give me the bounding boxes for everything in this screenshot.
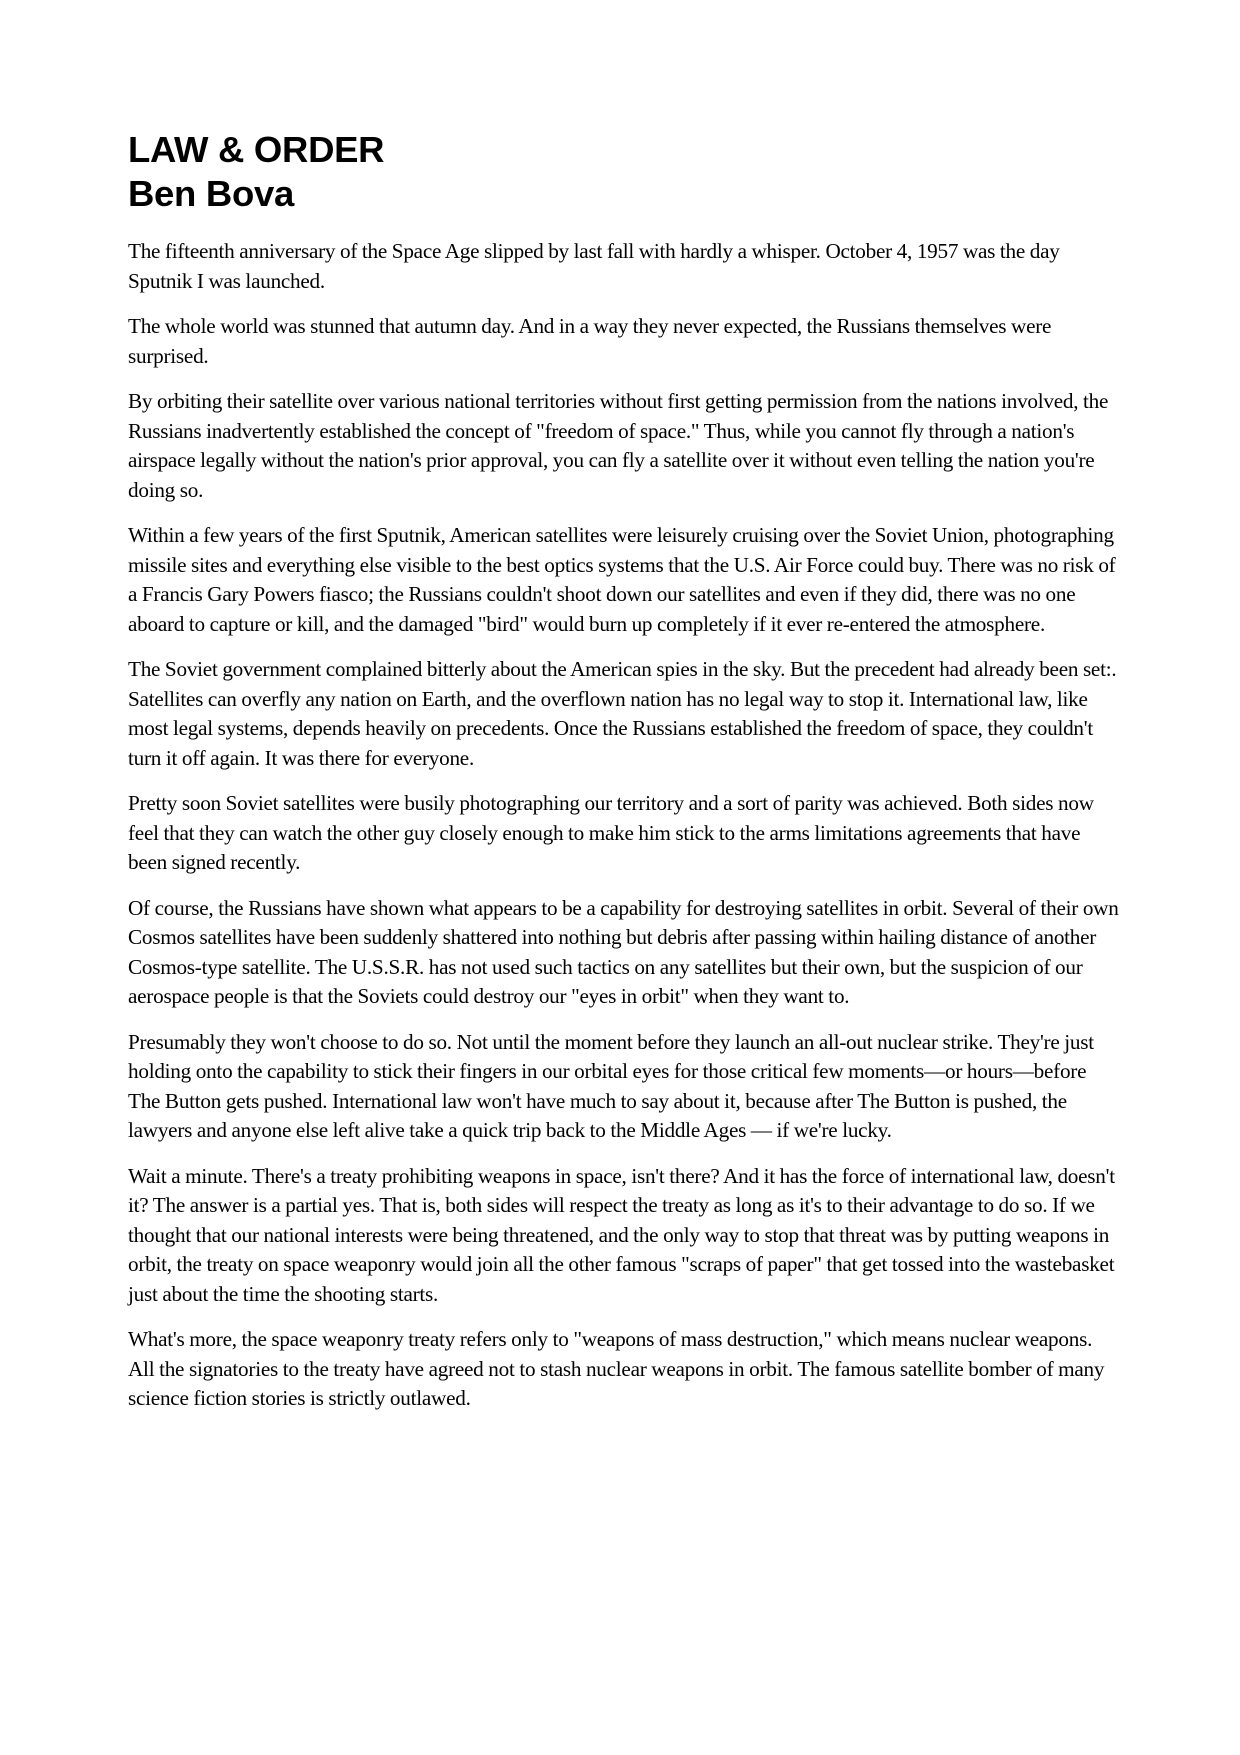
paragraph-7: Of course, the Russians have shown what appears to be a capability for destroying satellites in orbit. Several of their own Cosmos satellites have been suddenly shattered into nothing but debris after passing within hailing distance of another Cosmos-type satellite. The U.S.S.R. has not used such tactics on any satellites but their own, but the suspicion of our aerospace people is that the Soviets could destroy our "eyes in orbit" when they want to. (128, 895, 1119, 1008)
document-page (128, 128, 1120, 1430)
document-author: Ben Bova (128, 173, 294, 214)
paragraph-10: What's more, the space weaponry treaty refers only to "weapons of mass destruction," which means nuclear weapons. All the signatories to the treaty have agreed not to stash nuclear weapons in orbit. The famous satellite bomber of many science fiction stories is strictly outlawed. (128, 1327, 1105, 1410)
paragraph-5: The Soviet government complained bitterly about the American spies in the sky. But the precedent had already been set:. Satellites can overfly any nation on Earth, and the overflown nation has no legal way to stop it. International law, like most legal systems, depends heavily on precedents. Once the Russians established the freedom of space, they couldn't turn it off again. It was there for everyone. (128, 657, 1117, 770)
paragraph-8: Presumably they won't choose to do so. Not until the moment before they launch an all-out nuclear strike. They're just holding onto the capability to stick their fingers in our orbital eyes for those critical few moments—or hours—before The Button gets pushed. International law won't have much to say about it, because after The Button is pushed, the lawyers and anyone else left alive take a quick trip back to the Middle Ages — if we're lucky. (128, 1029, 1094, 1142)
paragraph-3: By orbiting their satellite over various national territories without first getting permission from the nations involved, the Russians inadvertently established the concept of "freedom of space." Thus, while you cannot fly through a nation's airspace legally without the nation's prior approval, you can fly a satellite over it without even telling the nation you're doing so. (128, 389, 1109, 502)
paragraph-4: Within a few years of the first Sputnik, American satellites were leisurely cruising over the Soviet Union, photographing missile sites and everything else visible to the best optics systems that the U.S. Air Force could buy. There was no risk of a Francis Gary Powers fiasco; the Russians couldn't shoot down our satellites and even if they did, there was no one aboard to capture or kill, and the damaged "bird" would burn up completely if it ever re-entered the atmosphere. (128, 523, 1116, 636)
paragraph-1: The fifteenth anniversary of the Space Age slipped by last fall with hardly a whisper. October 4, 1957 was the day Sputnik I was launched. (128, 239, 1060, 293)
paragraph-2: The whole world was stunned that autumn day. And in a way they never expected, the Russians themselves were surprised. (128, 314, 1052, 368)
paragraph-9: Wait a minute. There's a treaty prohibiting weapons in space, isn't there? And it has the force of international law, doesn't it? The answer is a partial yes. That is, both sides will respect the treaty as long as it's to their advantage to do so. If we thought that our national interests were being threatened, and the only way to stop that threat was by putting weapons in orbit, the treaty on space weaponry would join all the other famous "scraps of paper" that get tossed into the wastebasket just about the time the shooting starts. (128, 1163, 1115, 1306)
paragraph-6: Pretty soon Soviet satellites were busily photographing our territory and a sort of parity was achieved. Both sides now feel that they can watch the other guy closely enough to make him stick to the arms limitations agreements that have been signed recently. (128, 791, 1094, 874)
document-title: LAW & ORDER (128, 129, 385, 170)
